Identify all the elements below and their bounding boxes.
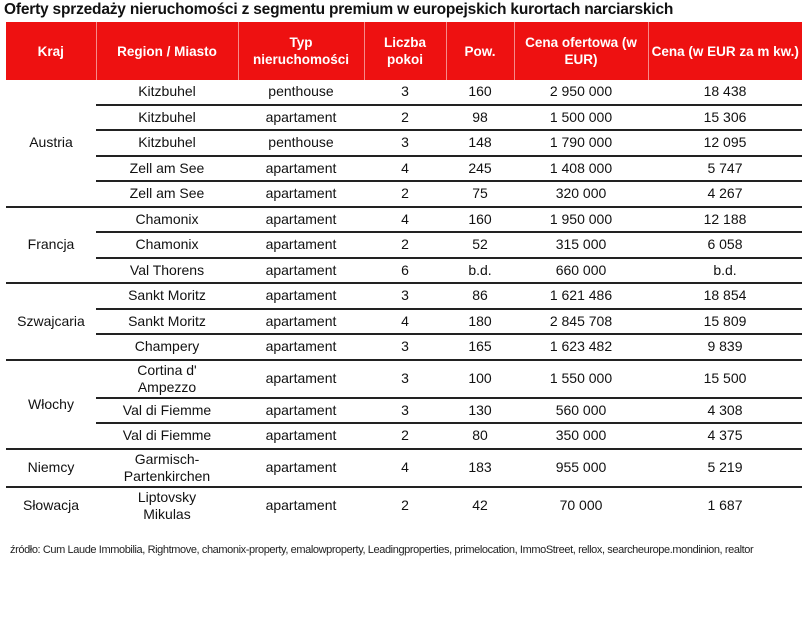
rooms-cell: 4 bbox=[364, 156, 446, 182]
price-cell: 1 790 000 bbox=[514, 130, 648, 156]
area-cell: 86 bbox=[446, 283, 514, 309]
table-row bbox=[6, 80, 802, 105]
region-cell: Chamonix bbox=[96, 232, 238, 258]
table-title: Oferty sprzedaży nieruchomości z segmentu premium w europejskich kurortach narciarskich bbox=[4, 1, 674, 18]
region-cell: Liptovsky Mikulas bbox=[137, 488, 197, 522]
rooms-cell: 3 bbox=[364, 360, 446, 398]
price-m2-cell: 5 747 bbox=[648, 156, 802, 182]
country-cell: Austria bbox=[6, 80, 96, 207]
region-cell: Kitzbuhel bbox=[96, 130, 238, 156]
price-cell: 2 950 000 bbox=[514, 80, 648, 105]
price-m2-cell: 5 219 bbox=[648, 449, 802, 487]
table-row bbox=[6, 258, 802, 284]
price-m2-cell: 4 375 bbox=[648, 423, 802, 449]
rooms-cell: 3 bbox=[364, 398, 446, 424]
region-cell: Zell am See bbox=[96, 156, 238, 182]
region-cell: Val Thorens bbox=[96, 258, 238, 284]
type-cell: apartament bbox=[238, 283, 364, 309]
table-row bbox=[6, 156, 802, 182]
type-cell: apartament bbox=[238, 449, 364, 487]
type-cell: apartament bbox=[238, 181, 364, 207]
table-row bbox=[6, 181, 802, 207]
area-cell: 165 bbox=[446, 334, 514, 360]
region-cell: Champery bbox=[96, 334, 238, 360]
area-cell: 75 bbox=[446, 181, 514, 207]
price-cell: 1 500 000 bbox=[514, 105, 648, 131]
type-cell: penthouse bbox=[238, 80, 364, 105]
country-cell: Niemcy bbox=[6, 449, 96, 487]
area-cell: 160 bbox=[446, 207, 514, 233]
listings-table bbox=[6, 22, 802, 524]
rooms-cell: 3 bbox=[364, 80, 446, 105]
price-m2-cell: 9 839 bbox=[648, 334, 802, 360]
area-cell: 130 bbox=[446, 398, 514, 424]
region-cell: Sankt Moritz bbox=[96, 309, 238, 335]
price-cell: 1 550 000 bbox=[514, 360, 648, 398]
rooms-cell: 3 bbox=[364, 334, 446, 360]
rooms-cell: 6 bbox=[364, 258, 446, 284]
table-row bbox=[6, 360, 802, 398]
price-m2-cell: 12 188 bbox=[648, 207, 802, 233]
price-cell: 560 000 bbox=[514, 398, 648, 424]
type-cell: apartament bbox=[265, 497, 337, 513]
area-cell: 80 bbox=[446, 423, 514, 449]
table-row bbox=[6, 309, 802, 335]
area-cell: 183 bbox=[446, 449, 514, 487]
price-m2-cell: 4 308 bbox=[648, 398, 802, 424]
table-row bbox=[6, 334, 802, 360]
col-header-region: Region / Miasto bbox=[96, 22, 238, 80]
region-cell: Kitzbuhel bbox=[96, 105, 238, 131]
area-cell: 100 bbox=[446, 360, 514, 398]
col-header-price: Cena ofertowa (w EUR) bbox=[514, 22, 648, 80]
region-cell: Kitzbuhel bbox=[96, 80, 238, 105]
price-cell: 660 000 bbox=[514, 258, 648, 284]
table-row bbox=[6, 207, 802, 233]
col-header-area: Pow. bbox=[446, 22, 514, 80]
price-m2-cell: b.d. bbox=[648, 258, 802, 284]
table-row bbox=[6, 283, 802, 309]
price-cell: 315 000 bbox=[514, 232, 648, 258]
area-cell: 148 bbox=[446, 130, 514, 156]
area-cell: 42 bbox=[472, 497, 488, 513]
region-cell: Val di Fiemme bbox=[96, 423, 238, 449]
region-cell: Val di Fiemme bbox=[96, 398, 238, 424]
country-cell: Słowacja bbox=[22, 497, 80, 513]
price-m2-cell: 6 058 bbox=[648, 232, 802, 258]
rooms-cell: 4 bbox=[364, 207, 446, 233]
rooms-cell: 3 bbox=[364, 130, 446, 156]
price-cell: 350 000 bbox=[514, 423, 648, 449]
price-cell: 1 408 000 bbox=[514, 156, 648, 182]
region-cell: Cortina d' Ampezzo bbox=[96, 360, 238, 398]
price-m2-cell: 4 267 bbox=[648, 181, 802, 207]
type-cell: apartament bbox=[238, 360, 364, 398]
price-cell: 1 950 000 bbox=[514, 207, 648, 233]
area-cell: 245 bbox=[446, 156, 514, 182]
type-cell: apartament bbox=[238, 334, 364, 360]
table-row bbox=[6, 487, 802, 524]
country-cell: Włochy bbox=[6, 360, 96, 449]
type-cell: apartament bbox=[238, 258, 364, 284]
country-cell: Francja bbox=[6, 207, 96, 284]
table-row bbox=[6, 449, 802, 487]
rooms-cell: 4 bbox=[364, 449, 446, 487]
price-cell: 2 845 708 bbox=[514, 309, 648, 335]
region-cell: Zell am See bbox=[96, 181, 238, 207]
price-cell: 1 621 486 bbox=[514, 283, 648, 309]
area-cell: 180 bbox=[446, 309, 514, 335]
type-cell: apartament bbox=[238, 156, 364, 182]
price-cell: 70 000 bbox=[559, 497, 603, 513]
type-cell: apartament bbox=[238, 398, 364, 424]
price-cell: 955 000 bbox=[514, 449, 648, 487]
price-m2-cell: 1 687 bbox=[707, 497, 743, 513]
col-header-rooms: Liczba pokoi bbox=[364, 22, 446, 80]
area-cell: 160 bbox=[446, 80, 514, 105]
col-header-type: Typ nieruchomości bbox=[238, 22, 364, 80]
type-cell: apartament bbox=[238, 105, 364, 131]
price-m2-cell: 15 306 bbox=[648, 105, 802, 131]
area-cell: 98 bbox=[446, 105, 514, 131]
source-note: źródło: Cum Laude Immobilia, Rightmove, chamonix-property, emalowproperty, Leadingproperties, primelocation, ImmoStreet, rellox, searcheurope.mondinion, realtor bbox=[10, 544, 754, 556]
region-cell: Garmisch-Partenkirchen bbox=[96, 449, 238, 487]
table-row bbox=[6, 398, 802, 424]
area-cell: 52 bbox=[446, 232, 514, 258]
type-cell: apartament bbox=[238, 207, 364, 233]
price-m2-cell: 18 438 bbox=[648, 80, 802, 105]
table-row bbox=[6, 130, 802, 156]
type-cell: penthouse bbox=[238, 130, 364, 156]
price-cell: 1 623 482 bbox=[514, 334, 648, 360]
col-header-country: Kraj bbox=[6, 22, 96, 80]
area-cell: b.d. bbox=[446, 258, 514, 284]
price-m2-cell: 15 809 bbox=[648, 309, 802, 335]
table-row bbox=[6, 105, 802, 131]
table-row bbox=[6, 232, 802, 258]
region-cell: Sankt Moritz bbox=[96, 283, 238, 309]
header-row bbox=[6, 22, 802, 80]
type-cell: apartament bbox=[238, 423, 364, 449]
rooms-cell: 4 bbox=[364, 309, 446, 335]
price-m2-cell: 12 095 bbox=[648, 130, 802, 156]
price-m2-cell: 15 500 bbox=[648, 360, 802, 398]
rooms-cell: 3 bbox=[364, 283, 446, 309]
country-cell: Szwajcaria bbox=[6, 283, 96, 360]
table-row bbox=[6, 423, 802, 449]
rooms-cell: 2 bbox=[364, 423, 446, 449]
price-m2-cell: 18 854 bbox=[648, 283, 802, 309]
rooms-cell: 2 bbox=[401, 497, 409, 513]
price-cell: 320 000 bbox=[514, 181, 648, 207]
rooms-cell: 2 bbox=[364, 181, 446, 207]
col-header-price-m2: Cena (w EUR za m kw.) bbox=[648, 22, 802, 80]
region-cell: Chamonix bbox=[96, 207, 238, 233]
type-cell: apartament bbox=[238, 232, 364, 258]
rooms-cell: 2 bbox=[364, 105, 446, 131]
type-cell: apartament bbox=[238, 309, 364, 335]
rooms-cell: 2 bbox=[364, 232, 446, 258]
